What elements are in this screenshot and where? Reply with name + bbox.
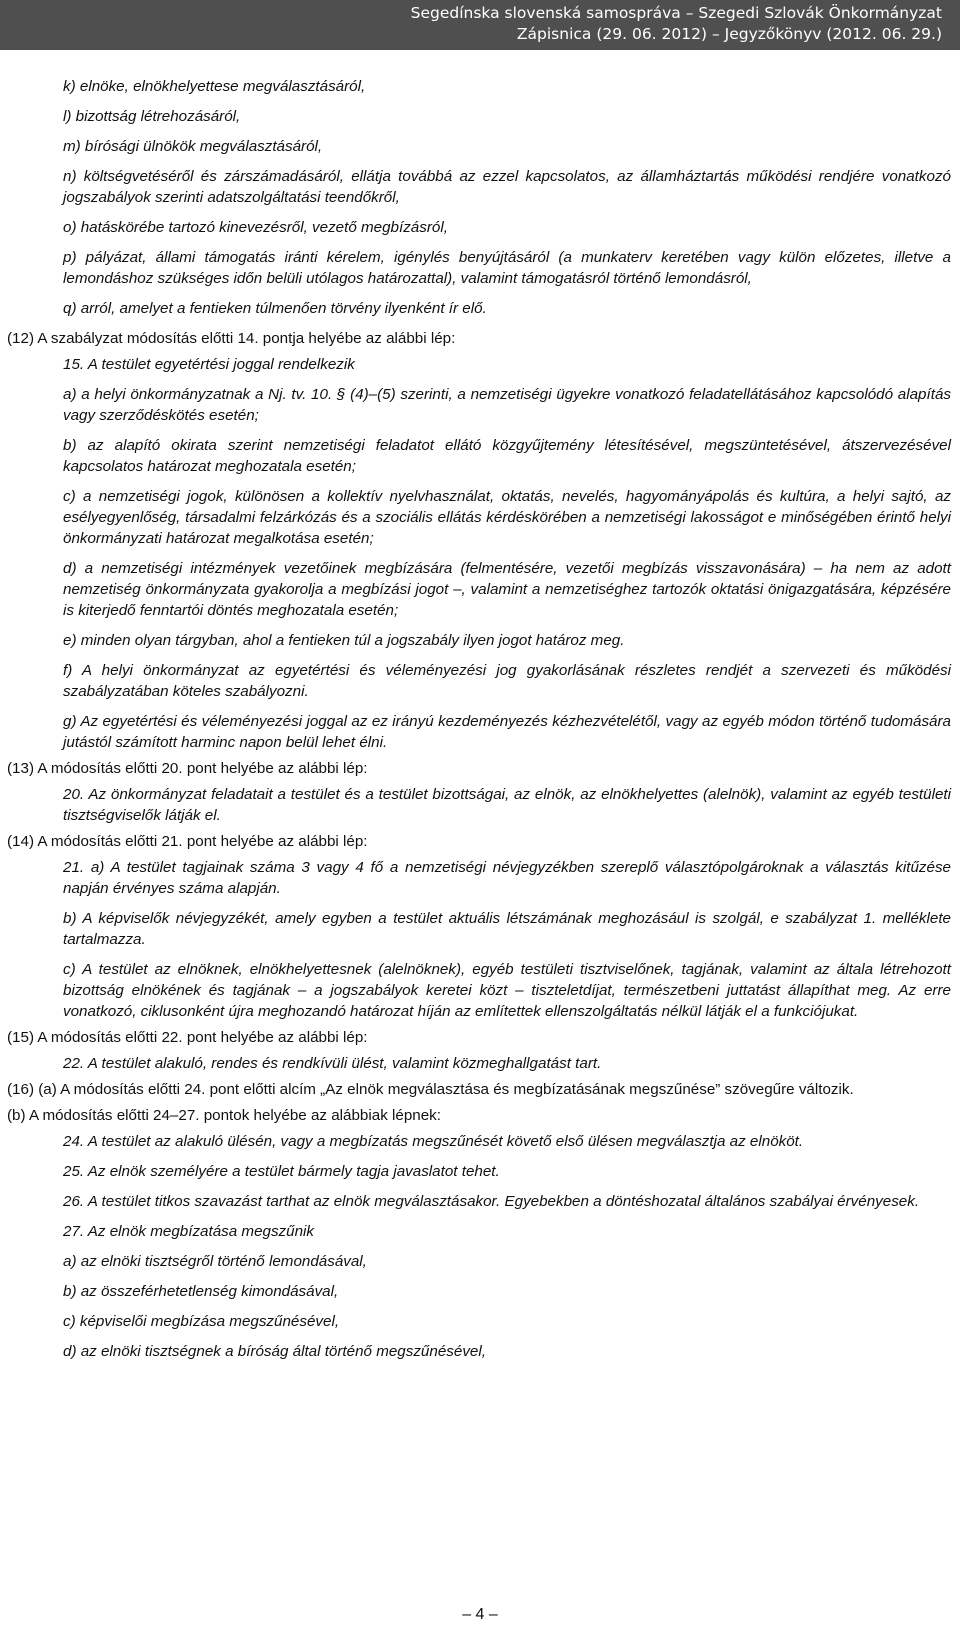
paragraph: l) bizottság létrehozásáról, [63, 108, 241, 125]
paragraph: 26. A testület titkos szavazást tarthat az elnök megválasztásakor. Egyebekben a döntéshozatal általános szabályai érvényesek. [63, 1193, 920, 1210]
paragraph: d) a nemzetiségi intézmények vezetőinek megbízására (felmentésére, vezetői megbízás visszavonására) – ha nem az adott nemzetiség önkormányzata gyakorolja a megbízási jogot –, valamint a nemzetiséghez tartozók oktatási önigazgatására, képzésére is kiterjedő fenntartói döntés meghozatala esetén; [63, 560, 951, 619]
paragraph: b) az összeférhetetlenség kimondásával, [63, 1283, 339, 1300]
paragraph: 20. Az önkormányzat feladatait a testület és a testület bizottságai, az elnök, az elnökhelyettes (alelnök), valamint az egyéb testületi tisztségviselők látják el. [63, 786, 951, 824]
paragraph: m) bírósági ülnökök megválasztásáról, [63, 138, 323, 155]
paragraph: e) minden olyan tárgyban, ahol a fentieken túl a jogszabály ilyen jogot határoz meg. [63, 632, 625, 649]
paragraph: k) elnöke, elnökhelyettese megválasztásáról, [63, 78, 366, 95]
paragraph: 27. Az elnök megbízatása megszűnik [63, 1223, 315, 1240]
paragraph: c) A testület az elnöknek, elnökhelyettesnek (alelnöknek), egyéb testületi tisztviselőnek, tagjának, valamint az általa létrehozott bizottság elnökének és tagjának – a jogszabályok keretei közt – tiszteletdíjat, természetbeni juttatást állapíthat meg. Az erre vonatkozó, ciklusonként újra meghozandó határozat híján az említettek ellenszolgáltatás nélkül látják el a funkciójukat. [63, 961, 951, 1020]
paragraph: q) arról, amelyet a fentieken túlmenően törvény ilyenként ír elő. [63, 300, 487, 317]
paragraph: a) az elnöki tisztségről történő lemondásával, [63, 1253, 367, 1270]
paragraph: (13) A módosítás előtti 20. pont helyébe az alábbi lép: [7, 760, 368, 777]
paragraph: o) hatáskörébe tartozó kinevezésről, vezető megbízásról, [63, 219, 448, 236]
paragraph: 15. A testület egyetértési joggal rendelkezik [63, 356, 355, 373]
paragraph: p) pályázat, állami támogatás iránti kérelem, igénylés benyújtásáról (a munkaterv keretében vagy külön előzetes, illetve a lemondáshoz szükséges időn belüli utólagos határozattal), valamint támogatásról történő lemondásról, [63, 249, 951, 287]
document-body [7, 76, 951, 1371]
header-subtitle: Zápisnica (29. 06. 2012) – Jegyzőkönyv (2012. 06. 29.) [516, 25, 942, 43]
paragraph: g) Az egyetértési és véleményezési joggal az ez irányú kezdeményezés kézhezvételétől, vagy az egyéb módon történő tudomására jutástól számított harminc napon belül lehet élni. [63, 713, 951, 751]
paragraph: (b) A módosítás előtti 24–27. pontok helyébe az alábbiak lépnek: [7, 1107, 441, 1124]
paragraph: 25. Az elnök személyére a testület bármely tagja javaslatot tehet. [63, 1163, 500, 1180]
paragraph: (12) A szabályzat módosítás előtti 14. pontja helyébe az alábbi lép: [7, 330, 456, 347]
paragraph: 24. A testület az alakuló ülésén, vagy a megbízatás megszűnését követő első ülésen megválasztja az elnököt. [63, 1133, 804, 1150]
header-title: Segedínska slovenská samospráva – Szegedi Szlovák Önkormányzat [410, 4, 942, 22]
page-number: – 4 – [462, 1606, 498, 1623]
paragraph: c) képviselői megbízása megszűnésével, [63, 1313, 340, 1330]
paragraph: b) A képviselők névjegyzékét, amely egyben a testület aktuális létszámának meghozásául is szolgál, e szabályzat 1. melléklete tartalmazza. [63, 910, 951, 948]
paragraph: n) költségvetéséről és zárszámadásáról, ellátja továbbá az ezzel kapcsolatos, az államháztartás működési rendjére vonatkozó jogszabályok szerinti adatszolgáltatási teendőkről, [63, 168, 951, 206]
paragraph: 22. A testület alakuló, rendes és rendkívüli ülést, valamint közmeghallgatást tart. [63, 1055, 602, 1072]
paragraph: a) a helyi önkormányzatnak a Nj. tv. 10. § (4)–(5) szerinti, a nemzetiségi ügyekre vonatkozó feladatellátásához kapcsolódó alapítás vagy szerződéskötés esetén; [63, 386, 951, 424]
paragraph: 21. a) A testület tagjainak száma 3 vagy 4 fő a nemzetiségi névjegyzékben szereplő választópolgároknak a választás kitűzése napján érvényes száma alapján. [63, 859, 951, 897]
paragraph: b) az alapító okirata szerint nemzetiségi feladatot ellátó közgyűjtemény létesítésével, megszüntetésével, átszervezésével kapcsolatos határozat meghozatala esetén; [63, 437, 951, 475]
paragraph: c) a nemzetiségi jogok, különösen a kollektív nyelvhasználat, oktatás, nevelés, hagyományápolás és kultúra, a helyi sajtó, az esélyegyenlőség, társadalmi felzárkózás és a szociális ellátás kérdéskörében a nemzetiségi lakosságot e minőségében érintő helyi önkormányzati határozat megalkotása esetén; [63, 488, 951, 547]
paragraph: f) A helyi önkormányzat az egyetértési és véleményezési jog gyakorlásának részletes rendjét a szervezeti és működési szabályzatában köteles szabályozni. [63, 662, 951, 700]
document-header [0, 0, 960, 50]
paragraph: (14) A módosítás előtti 21. pont helyébe az alábbi lép: [7, 833, 368, 850]
paragraph: d) az elnöki tisztségnek a bíróság által történő megszűnésével, [63, 1343, 486, 1360]
paragraph: (16) (a) A módosítás előtti 24. pont előtti alcím „Az elnök megválasztása és megbízatásának megszűnése” szövegűre változik. [7, 1081, 854, 1098]
paragraph: (15) A módosítás előtti 22. pont helyébe az alábbi lép: [7, 1029, 368, 1046]
